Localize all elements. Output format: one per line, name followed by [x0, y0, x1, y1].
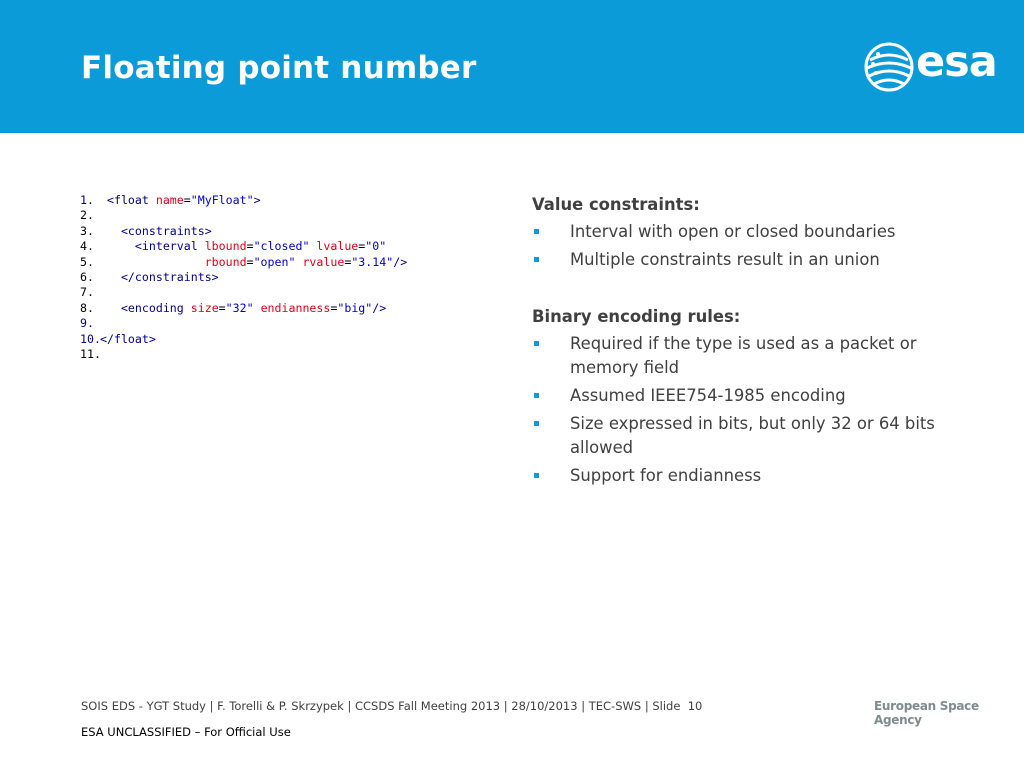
code-token-val: "MyFloat"	[190, 193, 254, 207]
code-token-attr: lbound	[204, 239, 247, 254]
code-token-val: "0"	[365, 239, 387, 254]
agency-name: European Space Agency	[874, 699, 979, 727]
code-line	[80, 332, 520, 347]
list-item	[532, 464, 962, 488]
code-token-plain: =	[246, 239, 254, 254]
line-number: 1.	[80, 193, 94, 207]
list-item-text: Multiple constraints result in an union	[570, 250, 880, 269]
code-line	[80, 347, 520, 362]
list-item-text: Required if the type is used as a packet or memory field	[570, 334, 917, 377]
list-item-text: Interval with open or closed boundaries	[570, 222, 896, 241]
code-token-attr: name	[155, 193, 184, 207]
value-constraints-heading: Value constraints:	[532, 195, 700, 214]
code-token-val: "closed"	[253, 239, 310, 254]
section-gap	[532, 276, 962, 304]
code-line	[80, 270, 520, 285]
code-token-tag: <encoding	[100, 300, 191, 315]
line-number: 10.	[80, 331, 101, 346]
code-token-attr: endianness	[260, 300, 331, 315]
code-token-plain: =	[218, 300, 226, 315]
list-item-text: Assumed IEEE754-1985 encoding	[570, 386, 846, 405]
code-line	[80, 316, 520, 331]
list-item-text: Support for endianness	[570, 466, 762, 485]
code-token-tag: </float>	[100, 331, 156, 346]
code-token-val: "big"	[337, 300, 373, 315]
list-item	[532, 248, 962, 272]
value-constraints-list	[532, 220, 962, 272]
code-token-val: "32"	[225, 300, 254, 315]
line-number: 8.	[80, 300, 94, 315]
list-item	[532, 332, 962, 380]
footer-citation: SOIS EDS - YGT Study | F. Torelli & P. Skrzypek | CCSDS Fall Meeting 2013 | 28/10/2013 | TEC-SWS | Slide 10	[81, 699, 703, 713]
header-bar	[0, 0, 1024, 133]
list-item	[532, 220, 962, 244]
code-line	[80, 255, 520, 270]
list-item	[532, 384, 962, 408]
code-token-tag: >	[253, 193, 261, 207]
code-token-tag: />	[393, 254, 408, 269]
bullet-square-icon	[534, 229, 539, 234]
code-token-tag: </constraints>	[100, 269, 219, 284]
line-number: 5.	[80, 254, 94, 269]
code-token-plain: =	[246, 254, 254, 269]
code-token-attr: rvalue	[302, 254, 345, 269]
binary-encoding-heading: Binary encoding rules:	[532, 307, 741, 326]
binary-encoding-list	[532, 332, 962, 488]
code-token-val: "open"	[253, 254, 296, 269]
bullet-square-icon	[534, 473, 539, 478]
bullet-square-icon	[534, 341, 539, 346]
slide-title: Floating point number	[81, 50, 477, 86]
line-number: 9.	[80, 316, 94, 331]
code-token-plain	[100, 255, 205, 269]
code-line	[80, 193, 520, 208]
notes-column	[532, 192, 962, 492]
line-number: 3.	[80, 223, 94, 238]
list-item	[532, 412, 962, 460]
code-line	[80, 285, 520, 300]
code-line	[80, 239, 520, 254]
code-token-tag: <constraints>	[100, 223, 212, 238]
code-line	[80, 208, 520, 223]
code-line	[80, 301, 520, 316]
line-number: 4.	[80, 239, 94, 254]
code-token-tag: <float	[100, 193, 156, 207]
esa-globe-icon	[864, 42, 914, 92]
line-number: 2.	[80, 208, 94, 223]
code-token-tag: <interval	[100, 239, 205, 254]
bullet-square-icon	[534, 257, 539, 262]
code-token-attr: size	[190, 300, 219, 315]
bullet-square-icon	[534, 421, 539, 426]
code-token-plain: =	[344, 254, 352, 269]
code-token-attr: rbound	[204, 254, 247, 269]
esa-logo-text: esa	[916, 37, 997, 87]
esa-logo	[862, 37, 1002, 96]
list-item-text: Size expressed in bits, but only 32 or 64 bits allowed	[570, 414, 935, 457]
code-token-plain: =	[183, 193, 191, 207]
code-listing	[80, 193, 520, 362]
code-token-plain: =	[330, 300, 338, 315]
code-line	[80, 224, 520, 239]
code-token-tag: />	[372, 300, 387, 315]
code-token-plain	[254, 301, 261, 315]
classification-label: ESA UNCLASSIFIED – For Official Use	[81, 725, 291, 739]
line-number: 6.	[80, 269, 94, 284]
line-number: 7.	[80, 285, 94, 300]
code-token-plain: =	[358, 239, 366, 254]
code-token-val: "3.14"	[351, 254, 394, 269]
line-number: 11.	[80, 346, 101, 361]
code-token-attr: lvalue	[316, 239, 359, 254]
bullet-square-icon	[534, 393, 539, 398]
